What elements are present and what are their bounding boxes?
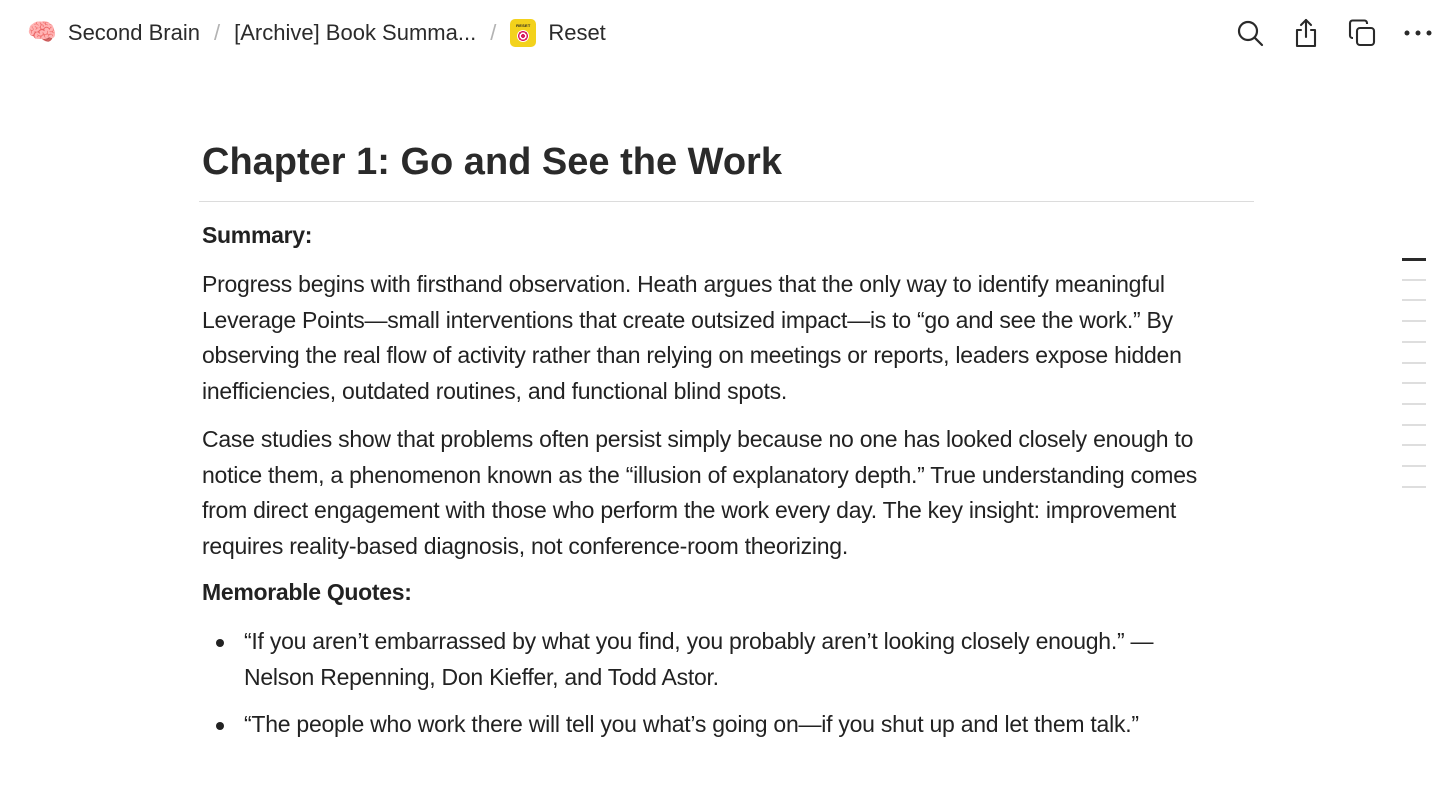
toc-entry-line[interactable] [1402,444,1426,446]
search-icon [1236,19,1264,47]
page-title[interactable]: Chapter 1: Go and See the Work [202,141,782,183]
book-cover-icon [510,19,536,47]
toc-entry-line[interactable] [1402,362,1426,364]
toc-entry-line[interactable] [1402,258,1426,261]
share-icon [1292,18,1320,48]
breadcrumb-item-reset[interactable] [510,19,605,47]
breadcrumb-item-second-brain[interactable] [27,20,200,46]
duplicate-button[interactable] [1344,15,1380,51]
breadcrumb-separator: / [213,20,221,45]
breadcrumb-item-archive[interactable] [234,20,476,46]
duplicate-icon [1347,18,1377,48]
book-cover-text: RESET [516,23,531,28]
quote-list-item[interactable] [202,624,1242,695]
brain-icon: 🧠 [27,19,57,46]
breadcrumb-separator: / [490,20,497,45]
breadcrumb-label: Reset [548,20,606,45]
quote-text: “The people who work there will tell you what’s going on—if you shut up and let them talk.” [244,711,1139,737]
toc-entry-line[interactable] [1402,382,1426,384]
title-divider [199,201,1254,202]
summary-heading[interactable]: Summary: [202,222,313,248]
toolbar-actions [1212,14,1436,52]
quote-text: “If you aren’t embarrassed by what you find, you probably aren’t looking closely enough.” — Nelson Repenning, Don Kieffer, and Todd Astor. [244,628,1154,690]
toc-entry-line[interactable] [1402,320,1426,322]
toc-entry-line[interactable] [1402,403,1426,405]
toc-entry-line[interactable] [1402,299,1426,301]
search-button[interactable] [1232,15,1268,51]
target-icon [517,30,529,42]
breadcrumb [27,14,606,52]
toc-entry-line[interactable] [1402,486,1426,488]
breadcrumb-label: Second Brain [67,20,200,45]
toc-entry-line[interactable] [1402,279,1426,281]
top-bar [0,0,1456,66]
breadcrumb-label: [Archive] Book Summa... [234,20,477,45]
toc-entry-line[interactable] [1402,465,1426,467]
toc-entry-line[interactable] [1402,341,1426,343]
quote-list-item[interactable] [202,707,1242,743]
share-button[interactable] [1288,15,1324,51]
bullet-icon [216,639,224,647]
bullet-icon [216,722,224,730]
summary-paragraph[interactable]: Progress begins with firsthand observation. Heath argues that the only way to identify meaningful Leverage Points—small interventions that create outsized impact—is to “go and see the work.” By observing the real flow of activity rather than relying on meetings or reports, leaders expose hidden inefficiencies, outdated routines, and functional blind spots. [202,271,1182,404]
toc-entry-line[interactable] [1402,424,1426,426]
more-icon [1403,18,1433,48]
quotes-heading[interactable]: Memorable Quotes: [202,579,412,605]
more-button[interactable] [1400,15,1436,51]
page-content [202,138,1254,737]
summary-paragraph[interactable]: Case studies show that problems often persist simply because no one has looked closely enough to notice them, a phenomenon known as the “illusion of explanatory depth.” True understanding comes from direct engagement with those who perform the work every day. The key insight: improvement requires reality-based diagnosis, not conference-room theorizing. [202,426,1198,559]
